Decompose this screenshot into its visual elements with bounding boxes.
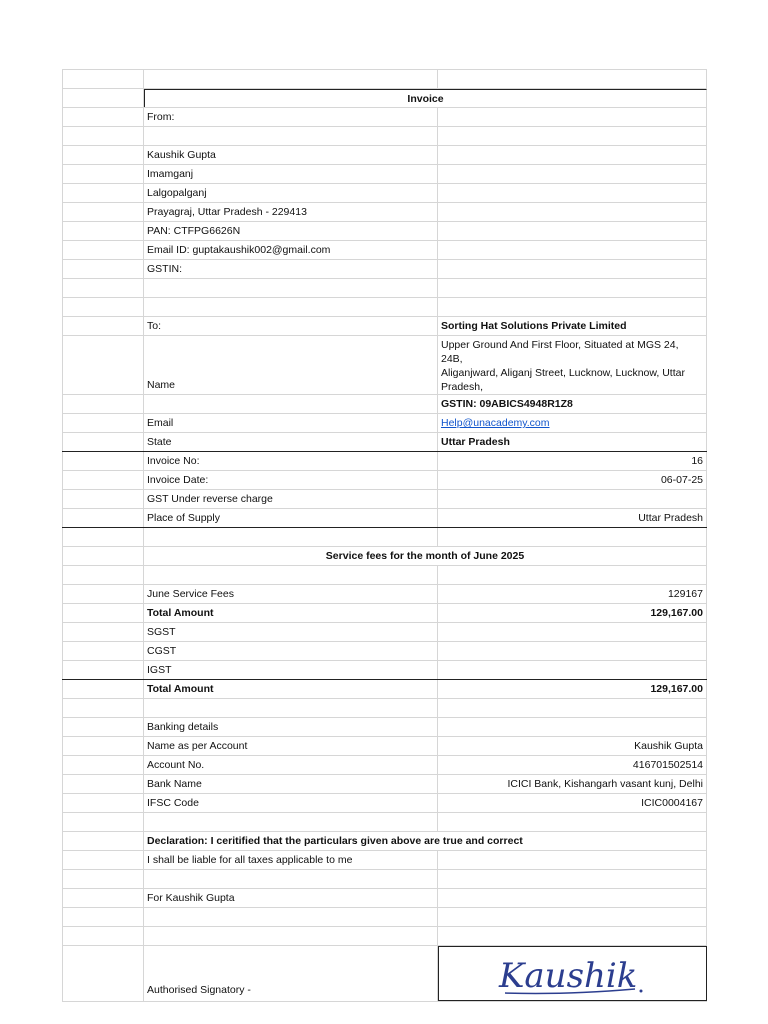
igst-label: IGST bbox=[144, 661, 438, 679]
state-label: State bbox=[144, 433, 438, 451]
ifsc-label: IFSC Code bbox=[144, 794, 438, 812]
invoice-date-value: 06-07-25 bbox=[438, 471, 707, 489]
recipient-email-link[interactable]: Help@unacademy.com bbox=[441, 417, 550, 429]
total-amount-label: Total Amount bbox=[144, 604, 438, 622]
invoice-title: Invoice bbox=[144, 89, 707, 107]
invoice-sheet bbox=[62, 69, 707, 1002]
signature-image bbox=[495, 949, 655, 999]
invoice-no-value: 16 bbox=[438, 452, 707, 470]
account-name-value: Kaushik Gupta bbox=[438, 737, 707, 755]
banking-heading: Banking details bbox=[144, 718, 438, 736]
for-line: For Kaushik Gupta bbox=[144, 889, 438, 907]
liability-statement: I shall be liable for all taxes applicable to me bbox=[144, 851, 438, 869]
sender-address-1: Imamganj bbox=[144, 165, 438, 183]
bank-name-value: ICICI Bank, Kishangarh vasant kunj, Delhi bbox=[438, 775, 707, 793]
recipient-company: Sorting Hat Solutions Private Limited bbox=[438, 317, 707, 335]
account-no-label: Account No. bbox=[144, 756, 438, 774]
invoice-no-label: Invoice No: bbox=[144, 452, 438, 470]
gst-reverse-label: GST Under reverse charge bbox=[144, 490, 438, 508]
sender-gstin: GSTIN: bbox=[144, 260, 438, 278]
recipient-address bbox=[438, 336, 707, 394]
name-label: Name bbox=[144, 336, 438, 394]
bank-name-label: Bank Name bbox=[144, 775, 438, 793]
account-no-value: 416701502514 bbox=[438, 756, 707, 774]
june-fees-value: 129167 bbox=[438, 585, 707, 603]
declaration: Declaration: I ceritified that the particulars given above are true and correct bbox=[144, 832, 707, 850]
sender-address-3: Prayagraj, Uttar Pradesh - 229413 bbox=[144, 203, 438, 221]
to-label: To: bbox=[144, 317, 438, 335]
place-of-supply-value: Uttar Pradesh bbox=[438, 509, 707, 527]
place-of-supply-label: Place of Supply bbox=[144, 509, 438, 527]
total-amount-value: 129,167.00 bbox=[438, 604, 707, 622]
sender-name: Kaushik Gupta bbox=[144, 146, 438, 164]
ifsc-value: ICIC0004167 bbox=[438, 794, 707, 812]
sender-pan: PAN: CTFPG6626N bbox=[144, 222, 438, 240]
sender-address-2: Lalgopalganj bbox=[144, 184, 438, 202]
recipient-address-line-2: Aliganjward, Aliganj Street, Lucknow, Lucknow, Uttar bbox=[441, 367, 685, 379]
june-fees-label: June Service Fees bbox=[144, 585, 438, 603]
invoice-date-label: Invoice Date: bbox=[144, 471, 438, 489]
from-label: From: bbox=[144, 108, 438, 126]
recipient-state: Uttar Pradesh bbox=[438, 433, 707, 451]
recipient-address-line-3: Pradesh, bbox=[441, 381, 484, 393]
sender-email: Email ID: guptakaushik002@gmail.com bbox=[144, 241, 438, 259]
signature-box bbox=[438, 946, 707, 1001]
recipient-address-line-1: Upper Ground And First Floor, Situated at MGS 24, 24B, bbox=[441, 339, 679, 365]
email-label: Email bbox=[144, 414, 438, 432]
cgst-label: CGST bbox=[144, 642, 438, 660]
service-heading: Service fees for the month of June 2025 bbox=[144, 547, 707, 565]
sgst-label: SGST bbox=[144, 623, 438, 641]
signature-text: Kaushik bbox=[499, 956, 638, 996]
recipient-gstin: GSTIN: 09ABICS4948R1Z8 bbox=[438, 395, 707, 413]
account-name-label: Name as per Account bbox=[144, 737, 438, 755]
signatory-label: Authorised Signatory - bbox=[144, 946, 438, 1001]
grand-total-value: 129,167.00 bbox=[438, 680, 707, 698]
grand-total-label: Total Amount bbox=[144, 680, 438, 698]
